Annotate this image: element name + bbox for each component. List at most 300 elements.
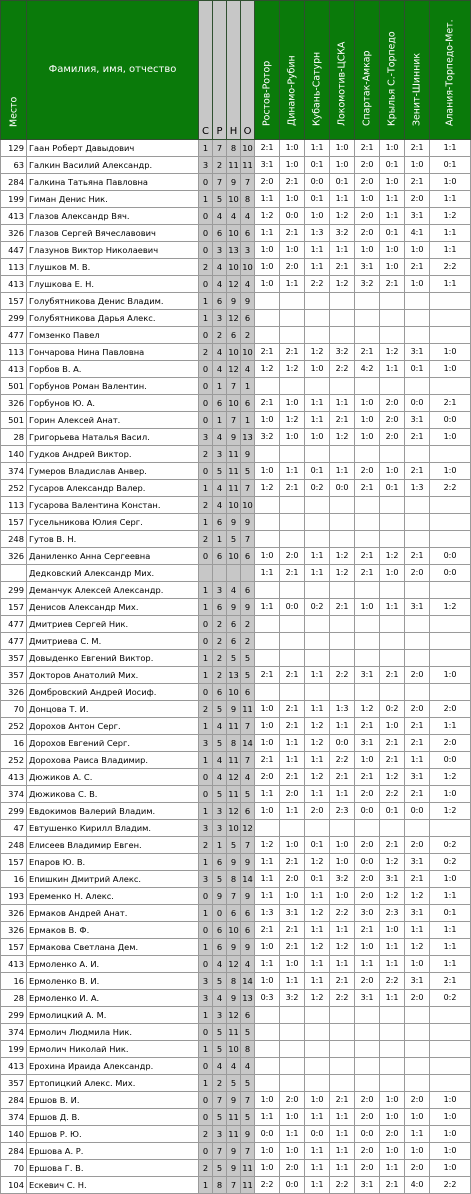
match-score-cell: 1:2 <box>405 888 430 905</box>
name-cell: Дюжиков А. С. <box>27 769 199 786</box>
match-score-cell <box>405 293 430 310</box>
stat-cell: 9 <box>227 599 241 616</box>
match-score-cell <box>255 1075 280 1092</box>
stat-cell: 3 <box>199 990 213 1007</box>
match-score-cell: 1:1 <box>305 1143 330 1160</box>
place-cell: 113 <box>1 344 27 361</box>
stat-cell: 5 <box>227 1075 241 1092</box>
match-score-cell: 1:1 <box>430 242 471 259</box>
stat-cell: 7 <box>241 1143 255 1160</box>
stat-cell: 0 <box>199 225 213 242</box>
stat-cell: 4 <box>213 429 227 446</box>
match-score-cell: 3:2 <box>255 429 280 446</box>
match-score-cell: 1:2 <box>430 803 471 820</box>
table-body <box>1 140 471 1194</box>
match-score-cell <box>305 378 330 395</box>
match-score-cell <box>330 820 355 837</box>
match-score-cell: 2:0 <box>355 1143 380 1160</box>
match-score-cell <box>380 820 405 837</box>
place-cell: 199 <box>1 191 27 208</box>
match-score-cell: 3:1 <box>405 208 430 225</box>
match-score-cell: 1:2 <box>305 939 330 956</box>
match-score-cell: 3:1 <box>405 769 430 786</box>
match-score-cell: 1:1 <box>280 1126 305 1143</box>
stat-cell: 1 <box>199 854 213 871</box>
match-score-cell: 2:2 <box>430 1177 471 1194</box>
match-score-cell: 2:1 <box>280 939 305 956</box>
match-score-cell: 1:1 <box>255 191 280 208</box>
match-score-cell <box>305 1007 330 1024</box>
match-score-cell: 1:0 <box>355 242 380 259</box>
stat-cell: 6 <box>241 225 255 242</box>
name-cell: Ерохина Ираида Александр. <box>27 1058 199 1075</box>
match-score-cell <box>380 310 405 327</box>
match-score-cell: 1:0 <box>255 803 280 820</box>
name-cell: Ермолич Людмила Ник. <box>27 1024 199 1041</box>
match-score-cell: 1:0 <box>405 956 430 973</box>
match-score-cell <box>255 1007 280 1024</box>
match-score-cell <box>405 650 430 667</box>
match-score-cell: 2:0 <box>355 208 380 225</box>
match-score-cell: 1:0 <box>430 1109 471 1126</box>
place-cell: 477 <box>1 327 27 344</box>
match-score-cell <box>355 650 380 667</box>
table-row <box>1 803 471 820</box>
table-row <box>1 854 471 871</box>
place-cell: 374 <box>1 463 27 480</box>
match-score-cell: 2:1 <box>280 718 305 735</box>
place-cell: 104 <box>1 1177 27 1194</box>
stat-cell: 1 <box>199 939 213 956</box>
stat-cell: 4 <box>213 361 227 378</box>
match-score-cell: 3:1 <box>405 412 430 429</box>
match-score-cell: 2:1 <box>255 667 280 684</box>
stat-cell: 4 <box>241 1058 255 1075</box>
match-score-cell: 1:2 <box>330 939 355 956</box>
stat-cell: 9 <box>241 1126 255 1143</box>
table-row <box>1 1075 471 1092</box>
match-score-cell: 0:0 <box>330 480 355 497</box>
match-score-cell <box>430 1058 471 1075</box>
stat-cell: 12 <box>227 361 241 378</box>
stat-cell <box>241 565 255 582</box>
match-score-cell: 1:0 <box>430 1143 471 1160</box>
stat-cell: 9 <box>227 1143 241 1160</box>
match-score-cell: 2:2 <box>330 1177 355 1194</box>
place-cell: 357 <box>1 650 27 667</box>
match-score-cell: 1:1 <box>305 922 330 939</box>
stat-cell: 8 <box>227 871 241 888</box>
stat-cell: 0 <box>199 242 213 259</box>
match-score-cell <box>380 582 405 599</box>
stat-cell: 2 <box>213 616 227 633</box>
table-row <box>1 310 471 327</box>
stat-cell: 2 <box>199 837 213 854</box>
match-score-cell <box>405 633 430 650</box>
stat-cell: 3 <box>199 735 213 752</box>
match-score-cell <box>355 514 380 531</box>
stat-cell: 9 <box>241 599 255 616</box>
match-score-cell: 1:0 <box>305 208 330 225</box>
match-score-cell: 1:1 <box>305 667 330 684</box>
stat-cell: 3 <box>199 157 213 174</box>
match-score-cell <box>380 684 405 701</box>
match-score-cell: 2:3 <box>380 905 405 922</box>
stat-cell: 9 <box>241 939 255 956</box>
name-cell: Ершова А. Р. <box>27 1143 199 1160</box>
match-score-cell <box>280 1075 305 1092</box>
match-score-cell <box>430 1041 471 1058</box>
match-score-cell <box>355 582 380 599</box>
place-cell: 374 <box>1 786 27 803</box>
table-row <box>1 344 471 361</box>
match-score-cell: 1:0 <box>405 1143 430 1160</box>
match-score-cell <box>280 1041 305 1058</box>
match-score-cell <box>380 497 405 514</box>
stat-cell: 4 <box>213 344 227 361</box>
match-score-cell: 1:0 <box>330 157 355 174</box>
stat-cell: 14 <box>241 973 255 990</box>
name-cell: Денисов Александр Мих. <box>27 599 199 616</box>
match-score-cell: 2:1 <box>355 344 380 361</box>
match-score-cell <box>355 497 380 514</box>
match-score-cell: 2:0 <box>355 888 380 905</box>
match-score-cell: 1:0 <box>255 259 280 276</box>
match-score-cell <box>280 327 305 344</box>
stat-cell: 7 <box>241 480 255 497</box>
match-score-cell: 1:2 <box>330 276 355 293</box>
stat-cell: 7 <box>213 140 227 157</box>
match-score-cell: 1:1 <box>280 463 305 480</box>
header-place <box>1 1 27 140</box>
header-match-7: Зенит-Шинник <box>405 1 430 140</box>
stat-cell: 11 <box>241 701 255 718</box>
match-score-cell <box>355 446 380 463</box>
match-score-cell <box>380 1007 405 1024</box>
name-cell: Дорохов Антон Серг. <box>27 718 199 735</box>
match-score-cell: 1:1 <box>330 718 355 735</box>
name-cell: Глазунов Виктор Николаевич <box>27 242 199 259</box>
stat-cell: 3 <box>213 1007 227 1024</box>
place-cell: 299 <box>1 1007 27 1024</box>
table-row <box>1 990 471 1007</box>
match-score-cell <box>430 633 471 650</box>
stat-cell: 1 <box>213 837 227 854</box>
stat-cell: 4 <box>213 276 227 293</box>
table-row <box>1 276 471 293</box>
stat-cell: 1 <box>213 531 227 548</box>
stat-cell: 4 <box>213 259 227 276</box>
stat-cell: 5 <box>227 650 241 667</box>
match-score-cell: 1:3 <box>305 225 330 242</box>
match-score-cell <box>355 531 380 548</box>
match-score-cell: 2:0 <box>355 157 380 174</box>
name-cell: Даниленко Анна Сергеевна <box>27 548 199 565</box>
match-score-cell <box>255 378 280 395</box>
match-score-cell <box>355 616 380 633</box>
match-score-cell <box>330 1058 355 1075</box>
match-score-cell: 1:0 <box>430 1160 471 1177</box>
match-score-cell: 2:1 <box>430 395 471 412</box>
place-cell: 326 <box>1 684 27 701</box>
header-stat-s: С <box>199 1 213 140</box>
table-row <box>1 395 471 412</box>
stat-cell: 8 <box>227 973 241 990</box>
match-score-cell: 2:2 <box>330 667 355 684</box>
stat-cell: 1 <box>213 412 227 429</box>
match-score-cell: 1:0 <box>430 1126 471 1143</box>
match-score-cell: 1:0 <box>355 599 380 616</box>
match-score-cell: 1:1 <box>380 939 405 956</box>
stat-cell: 3 <box>241 242 255 259</box>
match-score-cell: 2:1 <box>405 548 430 565</box>
match-score-cell: 1:0 <box>355 191 380 208</box>
name-cell: Галкин Василий Александр. <box>27 157 199 174</box>
match-score-cell: 1:0 <box>305 429 330 446</box>
name-cell: Евтушенко Кирилл Владим. <box>27 820 199 837</box>
name-cell: Докторов Анатолий Мих. <box>27 667 199 684</box>
match-score-cell <box>405 1024 430 1041</box>
match-score-cell: 2:1 <box>405 429 430 446</box>
match-score-cell: 3:1 <box>355 1177 380 1194</box>
match-score-cell <box>255 293 280 310</box>
stat-cell: 5 <box>213 735 227 752</box>
place-cell: 113 <box>1 497 27 514</box>
stat-cell: 4 <box>213 956 227 973</box>
stat-cell: 5 <box>213 1024 227 1041</box>
match-score-cell: 1:1 <box>380 956 405 973</box>
stat-cell: 2 <box>199 259 213 276</box>
match-score-cell <box>405 497 430 514</box>
match-score-cell: 2:0 <box>380 395 405 412</box>
table-row <box>1 701 471 718</box>
table-row <box>1 820 471 837</box>
match-score-cell: 1:0 <box>405 276 430 293</box>
place-cell: 326 <box>1 395 27 412</box>
stat-cell: 2 <box>199 1160 213 1177</box>
stat-cell: 11 <box>227 752 241 769</box>
table-row <box>1 497 471 514</box>
stat-cell: 10 <box>241 259 255 276</box>
table-row <box>1 1007 471 1024</box>
header-stat-n: Н <box>227 1 241 140</box>
match-score-cell: 1:1 <box>305 565 330 582</box>
stat-cell: 11 <box>227 718 241 735</box>
stat-cell: 5 <box>213 786 227 803</box>
stat-cell: 3 <box>213 1126 227 1143</box>
match-score-cell <box>405 582 430 599</box>
match-score-cell: 2:1 <box>380 1177 405 1194</box>
match-score-cell: 1:0 <box>255 276 280 293</box>
match-score-cell: 2:0 <box>355 871 380 888</box>
stat-cell: 13 <box>227 242 241 259</box>
match-score-cell: 1:1 <box>405 752 430 769</box>
match-score-cell: 1:1 <box>255 956 280 973</box>
match-score-cell <box>355 1024 380 1041</box>
match-score-cell: 2:1 <box>355 769 380 786</box>
match-score-cell: 0:0 <box>280 599 305 616</box>
match-score-cell: 2:0 <box>405 667 430 684</box>
match-score-cell: 1:1 <box>305 140 330 157</box>
match-score-cell: 1:2 <box>255 361 280 378</box>
name-cell: Горбунов Роман Валентин. <box>27 378 199 395</box>
table-row <box>1 735 471 752</box>
stat-cell: 3 <box>199 429 213 446</box>
table-row <box>1 582 471 599</box>
match-score-cell <box>330 327 355 344</box>
table-row <box>1 1024 471 1041</box>
match-score-cell: 1:0 <box>255 1143 280 1160</box>
match-score-cell: 0:2 <box>430 990 471 1007</box>
stat-cell: 11 <box>227 446 241 463</box>
stat-cell: 1 <box>199 667 213 684</box>
stat-cell: 14 <box>241 735 255 752</box>
place-cell: 140 <box>1 1126 27 1143</box>
table-row <box>1 633 471 650</box>
stat-cell: 6 <box>213 293 227 310</box>
stat-cell: 5 <box>241 1024 255 1041</box>
match-score-cell: 1:1 <box>305 395 330 412</box>
match-score-cell: 1:0 <box>380 718 405 735</box>
stat-cell: 1 <box>199 582 213 599</box>
match-score-cell <box>380 1024 405 1041</box>
match-score-cell: 1:1 <box>330 956 355 973</box>
place-cell: 140 <box>1 446 27 463</box>
match-score-cell: 2:1 <box>330 769 355 786</box>
match-score-cell: 2:1 <box>355 565 380 582</box>
match-score-cell <box>280 514 305 531</box>
stat-cell: 1 <box>199 140 213 157</box>
match-score-cell: 1:0 <box>255 939 280 956</box>
match-score-cell: 1:2 <box>330 565 355 582</box>
stat-cell: 5 <box>241 1075 255 1092</box>
match-score-cell <box>280 497 305 514</box>
match-score-cell: 1:0 <box>280 1143 305 1160</box>
match-score-cell: 2:1 <box>355 480 380 497</box>
match-score-cell: 1:1 <box>255 854 280 871</box>
stat-cell: 6 <box>213 395 227 412</box>
match-score-cell: 2:0 <box>355 1109 380 1126</box>
stat-cell: 0 <box>199 548 213 565</box>
name-cell: Глушков М. В. <box>27 259 199 276</box>
match-score-cell: 0:0 <box>280 208 305 225</box>
stat-cell: 8 <box>213 1177 227 1194</box>
match-score-cell: 2:1 <box>330 973 355 990</box>
match-score-cell <box>430 327 471 344</box>
stat-cell: 4 <box>227 1058 241 1075</box>
match-score-cell <box>430 820 471 837</box>
match-score-cell: 2:2 <box>305 276 330 293</box>
stat-cell: 1 <box>199 718 213 735</box>
match-score-cell <box>255 582 280 599</box>
match-score-cell <box>355 327 380 344</box>
name-cell: Григорьева Наталья Васил. <box>27 429 199 446</box>
stat-cell: 5 <box>213 1160 227 1177</box>
table-row <box>1 463 471 480</box>
match-score-cell: 1:0 <box>380 1143 405 1160</box>
match-score-cell: 1:1 <box>305 956 330 973</box>
stat-cell: 4 <box>213 718 227 735</box>
match-score-cell: 2:2 <box>380 973 405 990</box>
match-score-cell: 0:0 <box>305 174 330 191</box>
match-score-cell: 0:1 <box>380 157 405 174</box>
match-score-cell: 1:0 <box>355 939 380 956</box>
match-score-cell <box>405 310 430 327</box>
stat-cell: 3 <box>213 446 227 463</box>
stat-cell: 2 <box>241 616 255 633</box>
match-score-cell: 3:1 <box>405 599 430 616</box>
match-score-cell: 1:0 <box>255 973 280 990</box>
match-score-cell: 1:0 <box>430 463 471 480</box>
name-cell: Довыденко Евгений Виктор. <box>27 650 199 667</box>
match-score-cell: 3:0 <box>355 905 380 922</box>
match-score-cell: 1:0 <box>430 429 471 446</box>
table-row <box>1 718 471 735</box>
match-score-cell: 1:3 <box>405 480 430 497</box>
match-score-cell <box>330 684 355 701</box>
match-score-cell: 2:0 <box>255 769 280 786</box>
match-score-cell: 2:0 <box>355 786 380 803</box>
match-score-cell: 1:2 <box>355 701 380 718</box>
stat-cell: 1 <box>241 378 255 395</box>
stat-cell: 12 <box>227 769 241 786</box>
match-score-cell: 1:0 <box>255 412 280 429</box>
stat-cell: 5 <box>241 786 255 803</box>
stat-cell: 4 <box>213 769 227 786</box>
stat-cell: 5 <box>213 973 227 990</box>
match-score-cell <box>430 1007 471 1024</box>
stat-cell: 6 <box>213 939 227 956</box>
match-score-cell <box>280 582 305 599</box>
name-cell: Дюжикова С. В. <box>27 786 199 803</box>
stat-cell: 1 <box>199 293 213 310</box>
match-score-cell <box>355 310 380 327</box>
stat-cell: 5 <box>213 701 227 718</box>
match-score-cell: 1:2 <box>255 208 280 225</box>
match-score-cell: 0:2 <box>430 837 471 854</box>
match-score-cell <box>405 378 430 395</box>
stat-cell: 12 <box>241 820 255 837</box>
stat-cell: 1 <box>199 803 213 820</box>
stat-cell: 9 <box>227 854 241 871</box>
table-row <box>1 1177 471 1194</box>
match-score-cell: 2:1 <box>380 735 405 752</box>
name-cell: Евдокимов Валерий Владим. <box>27 803 199 820</box>
place-cell: 129 <box>1 140 27 157</box>
stat-cell: 9 <box>227 701 241 718</box>
match-score-cell <box>405 446 430 463</box>
match-score-cell: 2:0 <box>280 548 305 565</box>
match-score-cell: 2:0 <box>280 786 305 803</box>
match-score-cell: 2:1 <box>330 412 355 429</box>
match-score-cell <box>255 684 280 701</box>
stat-cell: 0 <box>199 276 213 293</box>
match-score-cell <box>405 1041 430 1058</box>
name-cell: Ермаков Андрей Анат. <box>27 905 199 922</box>
stat-cell: 2 <box>199 531 213 548</box>
match-score-cell <box>405 1075 430 1092</box>
match-score-cell <box>330 1075 355 1092</box>
match-score-cell: 2:1 <box>405 174 430 191</box>
header-match-6: Крылья С.-Торпедо <box>380 1 405 140</box>
match-score-cell <box>355 684 380 701</box>
place-cell: 248 <box>1 837 27 854</box>
place-cell: 157 <box>1 514 27 531</box>
stat-cell: 6 <box>241 922 255 939</box>
place-cell: 70 <box>1 1160 27 1177</box>
match-score-cell: 2:1 <box>405 718 430 735</box>
header-stat-o: О <box>241 1 255 140</box>
